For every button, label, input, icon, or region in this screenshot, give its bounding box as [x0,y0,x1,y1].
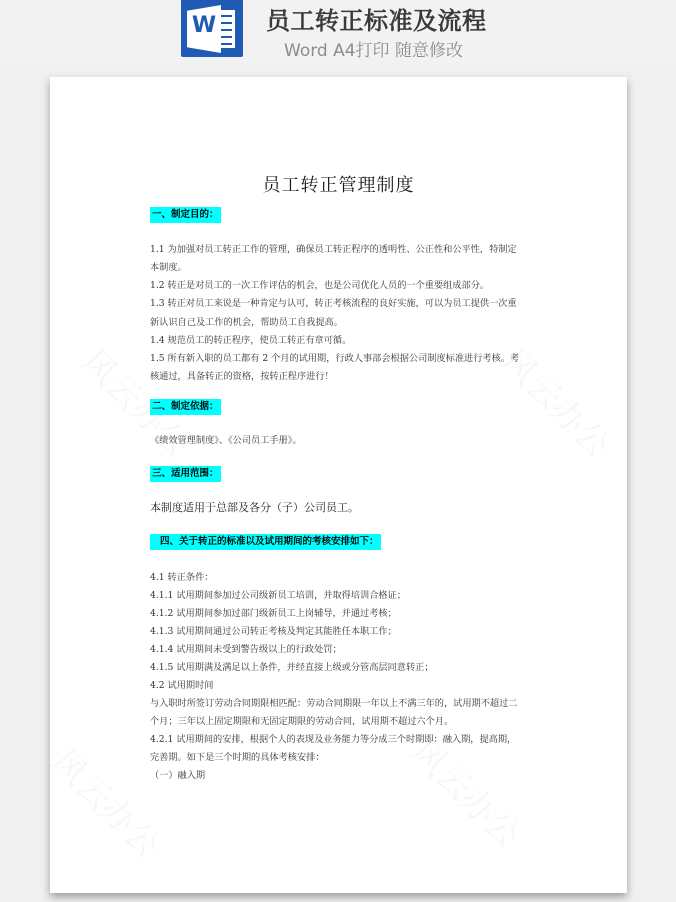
body-line: 4.1.2 试用期间参加过部门级新员工上岗辅导，并通过考核； [150,608,397,619]
body-line: 1.3 转正对员工来说是一种肯定与认可，转正考核流程的良好实施，可以为员工提供一次重 [150,298,517,309]
body-line: 本制度适用于总部及各分（子）公司员工。 [150,501,359,514]
body-line: 本制度。 [150,262,187,273]
section-heading-standards: 四、关于转正的标准以及试用期间的考核安排如下： [150,534,381,550]
body-line: 4.2.1 试用期间的安排，根据个人的表现及业务能力等分成三个时期即：融入期，提高期， [150,734,517,745]
document-title: 员工转正管理制度 [262,175,415,196]
body-line: 4.1.3 试用期间通过公司转正考核及判定其能胜任本职工作； [150,626,397,637]
body-line: 1.4 规范员工的转正程序，使员工转正有章可循。 [150,335,352,346]
body-line: 新认识自己及工作的机会，帮助员工自我提高。 [150,317,343,328]
banner-subtitle: Word A4打印 随意修改 [284,41,463,61]
body-line: 1.2 转正是对员工的一次工作评估的机会，也是公司优化人员的一个重要组成部分。 [150,280,490,291]
section-heading-basis: 二、制定依据： [150,399,221,415]
body-line: 4.1.1 试用期间参加过公司级新员工培训，并取得培训合格证； [150,590,406,601]
body-line: 与入职时所签订劳动合同期限相匹配：劳动合同期限一年以上不满三年的，试用期不超过二 [150,698,518,709]
body-line: 个月；三年以上固定期限和无固定期限的劳动合同，试用期不超过六个月。 [150,716,454,727]
body-line: 4.1.5 试用期满及满足以上条件，并经直接上级或分管高层同意转正； [150,662,434,673]
body-line: 《绩效管理制度》、《公司员工手册》。 [150,435,302,446]
banner-title: 员工转正标准及流程 [266,7,487,35]
body-line: 1.1 为加强对员工转正工作的管理，确保员工转正程序的透明性、公正性和公平性，特制定 [150,244,517,255]
body-line: 1.5 所有新入职的员工都有 2 个月的试用期，行政人事部会根据公司制度标准进行考核。考 [150,353,520,364]
banner [0,0,676,66]
document-page [50,77,627,893]
body-line: 4.1 转正条件： [150,572,214,583]
section-heading-scope: 三、适用范围： [150,466,221,482]
body-line: 完善期。如下是三个时期的具体考核安排： [150,752,325,763]
word-icon [181,0,243,57]
body-line: 4.2 试用期时间 [150,680,214,691]
body-line: 核通过，具备转正的资格，按转正程序进行！ [150,371,334,382]
word-letter: W [191,13,217,38]
body-line: 4.1.4 试用期间未受到警告级以上的行政处罚； [150,644,342,655]
section-heading-purpose: 一、制定目的： [150,207,221,223]
body-line: （一）融入期 [150,770,206,781]
